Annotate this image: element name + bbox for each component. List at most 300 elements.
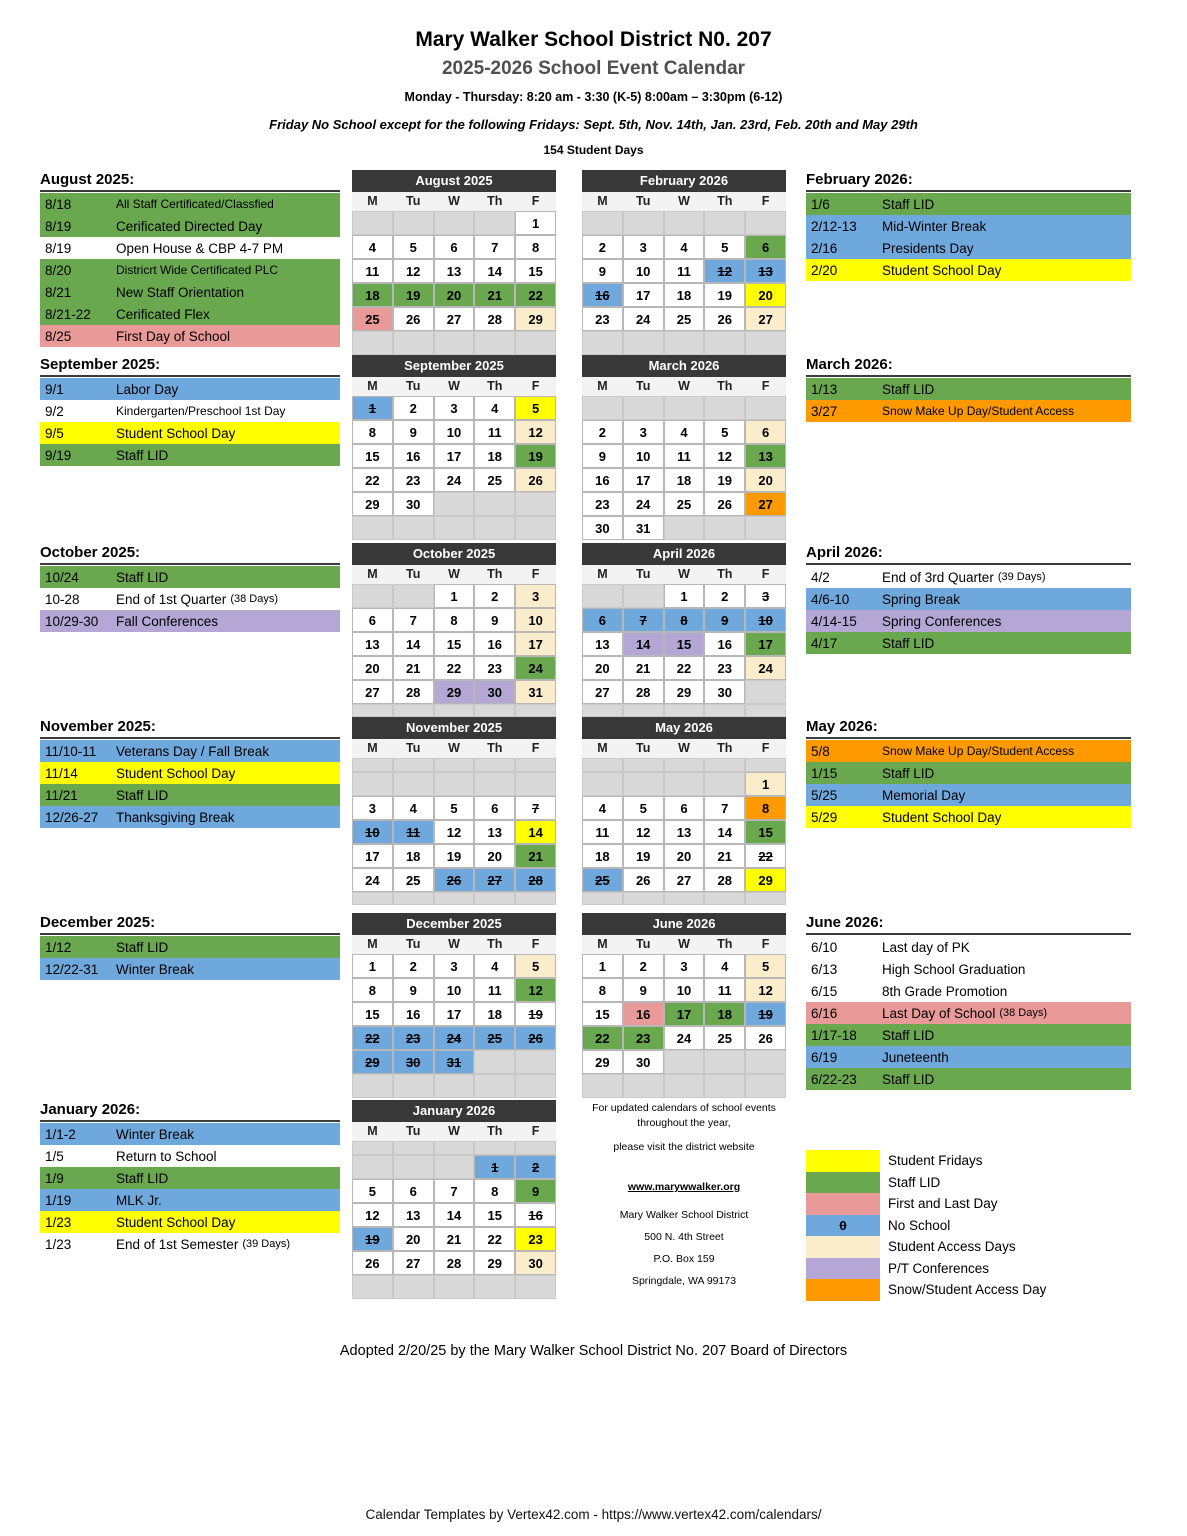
day-header: Tu [406,741,421,755]
calendar-month-title: March 2026 [582,355,786,377]
event-row [40,237,340,259]
calendar-day-cell: 17 [745,632,786,656]
calendar-day-cell [474,331,515,355]
adoption-note: Adopted 2/20/25 by the Mary Walker School District No. 207 Board of Directors [339,1342,848,1359]
calendar-week-row [582,820,786,844]
calendar-week-row [582,420,786,444]
calendar-day-cell: 11 [393,820,434,844]
event-row [806,1002,1131,1024]
event-row [40,400,340,422]
calendar-day-cell: 8 [434,608,475,632]
contact-text-line: please visit the district website [613,1141,755,1153]
calendar-day-cell [664,1050,705,1074]
event-row [806,237,1131,259]
day-header: W [678,379,690,393]
calendar-week-row [352,444,556,468]
event-list-title: September 2025: [40,355,340,377]
contact-address-line: 500 N. 4th Street [644,1231,724,1243]
day-header: F [531,567,540,581]
event-list-title: December 2025: [40,913,340,935]
calendar-day-cell: 7 [515,796,556,820]
calendar-day-cell: 8 [515,235,556,259]
event-row [40,1167,340,1189]
calendar-day-cell: 17 [623,283,664,307]
event-row [40,325,340,347]
may-event-list [806,717,1131,828]
calendar-day-cell: 24 [623,307,664,331]
calendar-day-cell: 30 [515,1251,556,1275]
calendar-day-cell [745,516,786,540]
december-calendar [352,913,556,1098]
calendar-day-cell: 26 [515,468,556,492]
calendar-day-cell: 13 [582,632,623,656]
calendar-day-cell [434,892,475,905]
event-date: 9/2 [45,403,64,419]
calendar-day-cell: 9 [393,978,434,1002]
calendar-day-cell: 28 [623,680,664,704]
event-date: 3/27 [811,403,838,419]
calendar-day-cell: 24 [745,656,786,680]
calendar-day-cell: 20 [474,844,515,868]
event-row [40,610,340,632]
april-calendar [582,543,786,717]
calendar-day-cell [582,1074,623,1098]
calendar-week-row [352,1251,556,1275]
calendar-day-cell: 22 [474,1227,515,1251]
calendar-day-cell: 14 [393,632,434,656]
row-september-march [40,355,1187,540]
event-date: 5/25 [811,787,838,803]
calendar-week-row [352,1141,556,1155]
calendar-day-cell: 17 [664,1002,705,1026]
calendar-day-cell: 19 [434,844,475,868]
calendar-day-cell: 15 [664,632,705,656]
day-header: W [448,741,460,755]
event-label: Snow Make Up Day/Student Access [882,744,1075,758]
page-title: Mary Walker School District N0. 207 [415,28,772,51]
calendar-day-cell [515,331,556,355]
calendar-week-row [352,283,556,307]
day-header: W [448,194,460,208]
student-days-count: 154 Student Days [543,143,644,157]
calendar-day-cell [434,1155,475,1179]
event-date: 6/10 [811,939,838,955]
calendar-month-title: November 2025 [352,717,556,739]
event-row [806,740,1131,762]
calendar-day-cell: 9 [582,444,623,468]
calendar-day-cell [474,1141,515,1155]
event-date: 1/1-2 [45,1126,76,1142]
day-header: F [761,937,770,951]
event-row [806,1068,1131,1090]
calendar-day-cell: 22 [352,468,393,492]
calendar-day-cell [474,1074,515,1098]
calendar-day-cell: 19 [352,1227,393,1251]
calendar-day-cell [515,492,556,516]
day-header: M [597,741,608,755]
event-label: Kindergarten/Preschool 1st Day [116,404,286,418]
calendar-week-row [582,758,786,772]
calendar-day-cell: 18 [474,1002,515,1026]
calendar-day-cell: 21 [393,656,434,680]
event-date: 4/2 [811,569,830,585]
calendar-day-cell: 4 [474,396,515,420]
calendar-day-cell: 17 [515,632,556,656]
calendar-day-cell: 29 [352,492,393,516]
calendar-week-row [582,283,786,307]
day-header: Th [717,379,733,393]
calendar-day-headers [582,739,786,758]
color-legend [806,1100,1131,1301]
event-label: Spring Conferences [882,613,1002,629]
row-october-april [40,543,1187,717]
calendar-day-headers [352,935,556,954]
event-row [806,1046,1131,1068]
calendar-day-cell: 23 [393,1026,434,1050]
calendar-day-cell: 19 [704,468,745,492]
calendar-day-cell: 2 [393,396,434,420]
event-label: End of 1st Semester [116,1236,239,1252]
calendar-day-cell: 26 [352,1251,393,1275]
calendar-week-row [352,307,556,331]
legend-swatch: 0 [806,1215,880,1237]
event-list-title: May 2026: [806,717,1131,739]
calendar-day-cell: 11 [664,444,705,468]
calendar-day-cell [515,772,556,796]
day-header: W [678,194,690,208]
legend-swatch [806,1193,880,1215]
event-label: Veterans Day / Fall Break [116,743,270,759]
day-header: M [367,741,378,755]
event-row [806,259,1131,281]
calendar-day-cell [352,584,393,608]
calendar-day-cell: 30 [393,492,434,516]
event-list-title: February 2026: [806,170,1131,192]
calendar-day-cell: 12 [393,259,434,283]
day-header: F [761,567,770,581]
calendar-week-row [352,758,556,772]
calendar-day-cell: 1 [352,396,393,420]
calendar-day-cell: 18 [664,283,705,307]
event-date: 1/19 [45,1192,72,1208]
event-row [40,378,340,400]
calendar-day-cell: 24 [515,656,556,680]
calendar-day-cell: 18 [704,1002,745,1026]
legend-swatch [806,1236,880,1258]
contact-address-line: P.O. Box 159 [653,1253,715,1265]
calendar-day-cell: 16 [704,632,745,656]
calendar-day-cell [434,1074,475,1098]
calendar-day-cell: 19 [745,1002,786,1026]
november-event-list [40,717,340,828]
calendar-day-cell: 11 [582,820,623,844]
day-header: M [597,937,608,951]
event-row [806,400,1131,422]
calendar-day-cell: 3 [664,954,705,978]
calendar-day-cell: 29 [745,868,786,892]
calendar-day-cell: 3 [515,584,556,608]
calendar-day-cell: 4 [664,235,705,259]
calendar-day-cell [474,516,515,540]
calendar-day-cell: 28 [704,868,745,892]
calendar-day-cell: 25 [352,307,393,331]
event-date: 8/18 [45,196,72,212]
calendar-week-row [582,1050,786,1074]
calendar-day-cell: 4 [664,420,705,444]
calendar-day-cell: 2 [582,235,623,259]
calendar-week-row [352,516,556,540]
calendar-day-cell: 18 [474,444,515,468]
calendar-day-cell: 15 [745,820,786,844]
calendar-day-cell: 10 [623,444,664,468]
day-header: Th [487,194,503,208]
district-website-link[interactable]: www.marywwalker.org [627,1181,741,1193]
calendar-day-cell: 16 [393,1002,434,1026]
august-calendar [352,170,556,355]
district-contact-block [582,1100,786,1297]
event-row [40,1145,340,1167]
calendar-day-cell: 16 [393,444,434,468]
legend-swatch [806,1279,880,1301]
calendar-day-cell: 27 [474,868,515,892]
calendar-day-cell: 27 [582,680,623,704]
calendar-day-cell [664,704,705,717]
calendar-month-title: December 2025 [352,913,556,935]
event-row [40,444,340,466]
day-header: Th [717,741,733,755]
event-label: Last Day of School [882,1005,996,1021]
calendar-day-cell: 12 [704,259,745,283]
calendar-week-row [352,211,556,235]
calendar-day-cell: 2 [515,1155,556,1179]
event-date: 6/16 [811,1005,838,1021]
calendar-day-cell: 26 [515,1026,556,1050]
day-header: Tu [636,937,651,951]
event-row [806,784,1131,806]
calendar-day-cell: 15 [352,444,393,468]
calendar-day-cell: 29 [664,680,705,704]
calendar-month-title: September 2025 [352,355,556,377]
calendar-day-cell: 21 [515,844,556,868]
calendar-day-cell: 24 [352,868,393,892]
calendar-day-cell [474,492,515,516]
calendar-day-cell: 7 [474,235,515,259]
calendar-day-cell: 13 [664,820,705,844]
calendar-day-cell [352,758,393,772]
calendar-day-cell: 23 [393,468,434,492]
event-row [40,566,340,588]
october-calendar [352,543,556,717]
calendar-day-cell: 17 [434,444,475,468]
legend-item [806,1193,1131,1215]
calendar-week-row [582,331,786,355]
calendar-day-cell: 7 [704,796,745,820]
calendar-day-cell: 22 [745,844,786,868]
calendar-day-cell: 21 [704,844,745,868]
calendar-day-cell: 3 [623,235,664,259]
event-date: 8/20 [45,262,72,278]
calendar-day-cell: 25 [664,307,705,331]
calendar-day-cell: 6 [352,608,393,632]
calendar-week-row [582,259,786,283]
calendar-day-cell [393,758,434,772]
calendar-week-row [582,704,786,717]
calendar-day-cell [623,584,664,608]
march-event-list [806,355,1131,422]
event-row [40,281,340,303]
calendar-day-cell [474,892,515,905]
day-header: M [367,194,378,208]
calendar-day-cell: 6 [745,420,786,444]
calendar-month-title: June 2026 [582,913,786,935]
event-label: Student School Day [116,1214,236,1230]
january-event-list [40,1100,340,1255]
calendar-day-cell: 20 [745,283,786,307]
calendar-day-cell: 24 [434,1026,475,1050]
event-date: 10-28 [45,591,80,607]
calendar-week-row [582,680,786,704]
calendar-day-cell [434,1141,475,1155]
calendar-day-cell: 1 [582,954,623,978]
calendar-week-row [582,656,786,680]
calendar-day-cell: 12 [434,820,475,844]
calendar-day-cell [474,1275,515,1299]
calendar-week-row [352,978,556,1002]
calendar-day-cell: 11 [704,978,745,1002]
legend-label: Snow/Student Access Day [888,1282,1047,1298]
calendar-day-cell: 25 [664,492,705,516]
event-label: Staff LID [882,196,935,212]
event-label: Staff LID [116,1170,169,1186]
calendar-day-cell [745,892,786,905]
event-label: Staff LID [882,765,935,781]
event-note: (39 Days) [242,1238,290,1250]
calendar-day-cell [515,704,556,717]
calendar-day-cell: 19 [623,844,664,868]
calendar-week-row [582,954,786,978]
calendar-day-cell: 4 [704,954,745,978]
day-header: W [678,937,690,951]
calendar-week-row [352,584,556,608]
calendar-day-cell [582,211,623,235]
calendar-day-cell: 14 [704,820,745,844]
calendar-week-row [582,772,786,796]
calendar-day-cell: 21 [623,656,664,680]
event-label: End of 3rd Quarter [882,569,994,585]
calendar-day-cell [434,758,475,772]
day-header: F [531,741,540,755]
calendar-day-cell: 20 [434,283,475,307]
calendar-day-cell: 27 [393,1251,434,1275]
calendar-week-row [582,868,786,892]
calendar-day-cell: 12 [623,820,664,844]
calendar-day-cell [623,211,664,235]
calendar-day-cell: 24 [664,1026,705,1050]
event-label: Staff LID [116,447,169,463]
calendar-day-cell [664,892,705,905]
event-label: Student School Day [116,425,236,441]
event-label: Districrt Wide Certificated PLC [116,263,279,277]
day-header: M [367,1124,378,1138]
day-header: F [531,937,540,951]
event-label: Staff LID [116,787,169,803]
calendar-week-row [582,796,786,820]
calendar-day-headers [582,565,786,584]
calendar-day-cell: 23 [623,1026,664,1050]
event-label: Staff LID [882,635,935,651]
event-date: 1/15 [811,765,838,781]
calendar-day-cell: 25 [474,468,515,492]
calendar-day-cell [623,704,664,717]
event-row [40,784,340,806]
calendar-day-cell: 30 [582,516,623,540]
event-date: 11/14 [45,765,78,781]
calendar-day-cell [623,758,664,772]
calendar-day-cell: 10 [745,608,786,632]
event-row [40,806,340,828]
calendar-day-cell: 6 [434,235,475,259]
event-date: 11/10-11 [45,743,97,759]
event-date: 1/23 [45,1214,72,1230]
calendar-day-cell: 1 [352,954,393,978]
event-label: 8th Grade Promotion [882,983,1008,999]
day-header: F [531,194,540,208]
row-december-june [40,913,1187,1098]
calendar-day-cell: 12 [704,444,745,468]
event-row [40,303,340,325]
calendar-week-row [582,1074,786,1098]
day-header: Tu [636,567,651,581]
event-list-title: August 2025: [40,170,340,192]
calendar-day-cell: 1 [664,584,705,608]
day-header: Tu [636,741,651,755]
calendar-day-cell: 2 [582,420,623,444]
event-date: 9/1 [45,381,64,397]
calendar-day-cell [474,211,515,235]
february-calendar [582,170,786,355]
day-header: M [597,567,608,581]
calendar-day-cell [515,1275,556,1299]
event-row [806,1024,1131,1046]
calendar-day-cell: 2 [623,954,664,978]
event-label: Staff LID [116,569,169,585]
calendar-day-cell: 12 [352,1203,393,1227]
calendar-week-row [582,444,786,468]
calendar-day-cell: 20 [352,656,393,680]
event-date: 6/22-23 [811,1071,857,1087]
calendar-month-title: October 2025 [352,543,556,565]
calendar-day-cell [582,584,623,608]
event-date: 8/25 [45,328,72,344]
calendar-day-cell [515,892,556,905]
calendar-day-cell: 16 [515,1203,556,1227]
day-header: Tu [636,194,651,208]
calendar-week-row [582,844,786,868]
calendar-day-cell [664,396,705,420]
calendar-day-cell: 31 [434,1050,475,1074]
calendar-day-cell: 27 [352,680,393,704]
calendar-day-cell: 15 [582,1002,623,1026]
calendar-day-cell: 10 [515,608,556,632]
calendar-day-cell: 22 [434,656,475,680]
calendar-day-cell: 10 [434,978,475,1002]
event-date: 1/17-18 [811,1027,857,1043]
calendar-day-cell [745,331,786,355]
calendar-month-title: February 2026 [582,170,786,192]
legend-item [806,1236,1131,1258]
calendar-week-row [352,608,556,632]
calendar-day-cell [623,396,664,420]
